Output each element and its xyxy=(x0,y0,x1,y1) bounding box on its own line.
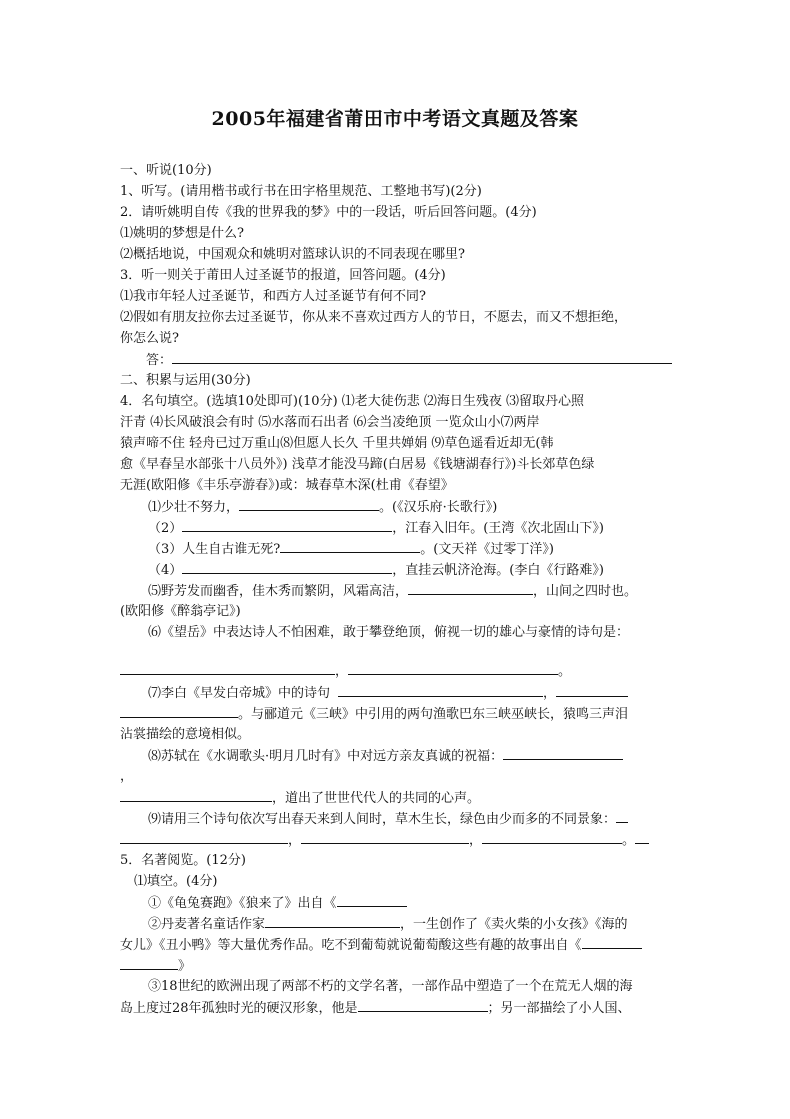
fill-line: 》 xyxy=(120,955,675,977)
question-line: ③18世纪的欧洲出现了两部不朽的文学名著，一部作品中塑造了一个在荒无人烟的海 xyxy=(148,979,633,994)
answer-blank[interactable] xyxy=(120,955,178,970)
question-line: ， xyxy=(120,769,134,784)
answer-blank[interactable] xyxy=(120,829,288,844)
fill-line: ⑸野芳发而幽香，佳木秀而繁阴，风霜高洁， ，山间之四时也。 xyxy=(148,580,675,602)
question-line: 无涯(欧阳修《丰乐亭游春》)或：城春草木深(杜甫《春望》 xyxy=(120,478,454,493)
fill-line: ②丹麦著名童话作家 ，一生创作了《卖火柴的小女孩》《海的 xyxy=(148,913,675,935)
question-line: ⑵假如有朋友拉你去过圣诞节，你从来不喜欢过西方人的节日，不愿去，而又不想拒绝， xyxy=(120,310,628,325)
answer-blank[interactable] xyxy=(503,745,623,760)
section-heading: 二、积累与运用(30分) xyxy=(120,373,251,388)
answer-blank[interactable] xyxy=(172,349,672,364)
question-line: ⑵概括地说，中国观众和姚明对篮球认识的不同表现在哪里? xyxy=(120,247,465,262)
question-line: 你怎么说? xyxy=(120,331,179,346)
fill-line: ①《龟兔赛跑》《狼来了》出自《 xyxy=(148,892,675,914)
question-line: ⑴填空。(4分) xyxy=(134,874,218,889)
document-title: 2005年福建省莆田市中考语文真题及答案 xyxy=(211,108,579,130)
fill-line: （2） ，江春入旧年。(王湾《次北固山下》) xyxy=(148,517,675,539)
answer-blank[interactable] xyxy=(635,829,649,844)
fill-line: ⑼请用三个诗句依次写出春天来到人间时，草木生长，绿色由少而多的不同景象： xyxy=(148,808,675,830)
answer-blank[interactable] xyxy=(482,829,622,844)
answer-blank[interactable] xyxy=(120,660,335,675)
answer-blank[interactable] xyxy=(556,682,628,697)
fill-line: ⑻苏轼在《水调歌头·明月几时有》中对远方亲友真诚的祝福： xyxy=(148,745,675,767)
question-line: 猿声啼不住 轻舟已过万重山⑻但愿人长久 千里共婵娟 ⑼草色遥看近却无(韩 xyxy=(120,436,554,451)
answer-blank[interactable] xyxy=(582,934,642,949)
question-line: 4．名句填空。(选填10处即可)(10分) ⑴老大徒伤悲 ⑵海日生残夜 ⑶留取丹心照 xyxy=(120,394,585,409)
answer-blank[interactable] xyxy=(120,787,272,802)
answer-label: 答： xyxy=(146,353,173,368)
question-line: 3．听一则关于莆田人过圣诞节的报道，回答问题。(4分) xyxy=(120,268,446,283)
fill-line: （3）人生自古谁无死? 。(文天祥《过零丁洋》) xyxy=(148,538,675,560)
fill-line: 。与郦道元《三峡》中引用的两句渔歌巴东三峡巫峡长，猿鸣三声泪 xyxy=(120,703,675,725)
fill-line: ， ， 。 xyxy=(120,829,675,851)
answer-blank[interactable] xyxy=(182,517,392,532)
section-heading: 一、听说(10分) xyxy=(120,163,212,178)
answer-blank[interactable] xyxy=(265,913,400,928)
fill-line: 岛上度过28年孤独时光的硬汉形象，他是 ；另一部描绘了小人国、 xyxy=(120,997,675,1019)
answer-blank[interactable] xyxy=(338,682,543,697)
answer-blank[interactable] xyxy=(120,703,238,718)
answer-blank[interactable] xyxy=(616,808,628,823)
answer-blank[interactable] xyxy=(348,660,558,675)
fill-line: ， 。 xyxy=(120,660,675,682)
question-line: ⑴姚明的梦想是什么? xyxy=(120,226,244,241)
question-line: 2．请听姚明自传《我的世界我的梦》中的一段话，听后回答问题。(4分) xyxy=(120,205,537,220)
answer-blank[interactable] xyxy=(337,892,407,907)
section-heading: 5．名著阅览。(12分) xyxy=(120,853,246,868)
answer-blank[interactable] xyxy=(301,829,469,844)
answer-line xyxy=(120,349,675,371)
question-line: 汗青 ⑷长风破浪会有时 ⑸水落而石出者 ⑹会当凌绝顶 一览众山小⑺两岸 xyxy=(120,415,540,430)
question-line: ⑴我市年轻人过圣诞节，和西方人过圣诞节有何不同? xyxy=(120,289,426,304)
question-line: 1、听写。(请用楷书或行书在田字格里规范、工整地书写)(2分) xyxy=(120,184,482,199)
answer-blank[interactable] xyxy=(408,580,533,595)
question-line: ⑹《望岳》中表达诗人不怕困难，敢于攀登绝顶，俯视一切的雄心与豪情的诗句是： xyxy=(148,625,630,640)
fill-line: （4） ，直挂云帆济沧海。(李白《行路难》) xyxy=(148,559,675,581)
question-line: 愈《早春呈水部张十八员外》) 浅草才能没马蹄(白居易《钱塘湖春行》)斗长郊草色绿 xyxy=(120,457,595,472)
fill-line: 女儿》《丑小鸭》等大量优秀作品。吃不到葡萄就说葡萄酸这些有趣的故事出自《 xyxy=(120,934,675,956)
answer-blank[interactable] xyxy=(358,997,488,1012)
fill-line: ⑴少壮不努力， 。(《汉乐府·长歌行》) xyxy=(148,496,675,518)
question-line: 沾裳描绘的意境相似。 xyxy=(120,727,251,742)
answer-blank[interactable] xyxy=(280,538,420,553)
answer-blank[interactable] xyxy=(182,559,392,574)
fill-line: ⑺李白《早发白帝城》中的诗句 ， xyxy=(148,682,675,704)
answer-blank[interactable] xyxy=(239,496,379,511)
question-line: (欧阳修《醉翁亭记》) xyxy=(120,604,241,619)
fill-line: ，道出了世世代代人的共同的心声。 xyxy=(120,787,675,809)
